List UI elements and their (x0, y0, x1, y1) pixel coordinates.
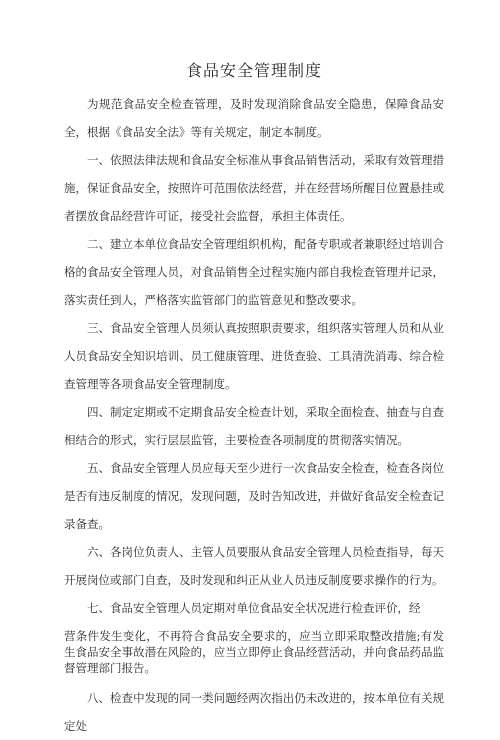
paragraph-5: 五、食品安全管理人员应每天至少进行一次食品安全检查，检查各岗位是否有违反制度的情况，发现问题，及时告知改进，并做好食品安全检查记录备查。 (64, 461, 444, 531)
paragraph-2: 二、建立本单位食品安全管理组织机构，配备专职或者兼职经过培训合格的食品安全管理人员，对食品销售全过程实施内部自我检查管理并记录，落实责任到人，严格落实监管部门的监管意见和整改要求。 (64, 237, 444, 307)
paragraph-6: 六、各岗位负责人、主管人员要服从食品安全管理人员检查指导，每天开展岗位或部门自查，及时发现和纠正从业人员违反制度要求操作的行为。 (64, 545, 444, 587)
paragraph-7-continuation: 营条件发生变化，不再符合食品安全要求的，应当立即采取整改措施;有发生食品安全事故潜在风险的，应当立即停止食品经营活动，并向食品药品监督管理部门报告。 (64, 629, 444, 675)
paragraph-8: 八、检查中发现的同一类问题经两次指出仍未改进的，按本单位有关规定处 (64, 691, 444, 733)
paragraph-7: 七、食品安全管理人员定期对单位食品安全状况进行检查评价，经 (87, 601, 421, 615)
document-title: 食品安全管理制度 (185, 61, 322, 80)
paragraph-intro: 为规范食品安全检查管理，及时发现消除食品安全隐患，保障食品安全，根据《食品安全法》等有关规定，制定本制度。 (64, 97, 444, 139)
paragraph-1: 一、依照法律法规和食品安全标准从事食品销售活动，采取有效管理措施，保证食品安全，按照许可范围依法经营，并在经营场所醒目位置悬挂或者摆放食品经营许可证，接受社会监督，承担主体责任。 (64, 153, 444, 223)
paragraph-4: 四、制定定期或不定期食品安全检查计划，采取全面检查、抽查与自查相结合的形式，实行层层监管，主要检查各项制度的贯彻落实情况。 (64, 405, 444, 447)
paragraph-3: 三、食品安全管理人员须认真按照职责要求，组织落实管理人员和从业人员食品安全知识培训、员工健康管理、进货查验、工具清洗消毒、综合检查管理等各项食品安全管理制度。 (64, 321, 444, 391)
